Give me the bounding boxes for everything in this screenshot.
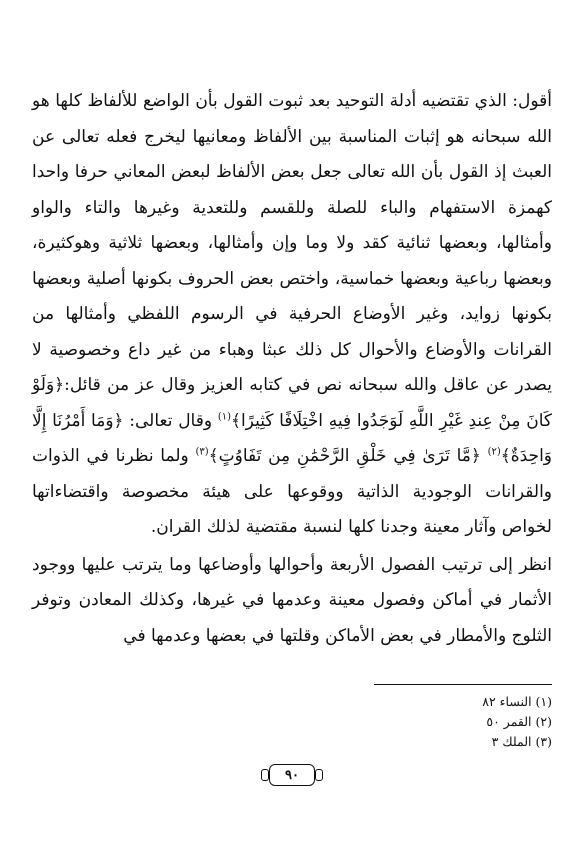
paragraph-1 bbox=[32, 84, 552, 546]
connector-text: وقال تعالى: bbox=[123, 410, 218, 431]
footnote-1: (١) النساء ٨٢ bbox=[482, 694, 552, 709]
footnote-separator bbox=[374, 684, 552, 685]
paragraph-1-continuation: ولما نظرنا في الذوات والقرانات الوجودية الذاتية ووقوعها على هيئة مخصوصة واقتضاءاتها لخواص وآثار معينة وجدنا كلها لنسبة مقتضية لذلك القران. bbox=[32, 446, 552, 537]
footnote-ref-1: (١) bbox=[217, 410, 231, 422]
footnotes bbox=[252, 692, 552, 752]
quran-verse-1: ﴿وَلَوْ كَانَ مِنْ عِندِ غَيْرِ اللَّهِ لَوَجَدُوا فِيهِ اخْتِلَافًا كَثِيرًا﴾ bbox=[32, 375, 552, 431]
paragraph-2: انظر إلى ترتيب الفصول الأربعة وأحوالها وأوضاعها وما يترتب عليها ووجود الأثمار في أماكن وفصول معينة وعدمها في غيرها، وكذلك المعادن وتوفر الثلوج والأمطار في بعض الأماكن وقلتها في بعضها وعدمها في bbox=[32, 554, 552, 646]
page-number-container bbox=[0, 764, 584, 786]
paragraph-1-text: أقول: الذي تقتضيه أدلة التوحيد بعد ثبوت القول بأن الواضع للألفاظ كلها هو الله سبحانه هو إثبات المناسبة بين الألفاظ ومعانيها ليخرج فعله تعالى عن العبث إذ القول بأن الله تعالى جعل بعض الألفاظ لبعض المعاني حرفا واحدا كهمزة الاستفهام والباء للصلة وللقسم وللتعدية وغيرها والتاء والواو وأمثالها، وبعضها ثنائية كقد ولا وما وإن وأمثالها، وبعضها ثلاثية وهوكثيرة، وبعضها رباعية وبعضها خماسية، واختص بعض الحروف بكونها أصلية وبعضها بكونها زوايد، وغير الأوضاع الحرفية في الرسوم اللفظي وأمثالها من القرانات والأوضاع والأحوال كل ذلك عبثا وهباء من غير داع وخصوصية لا يصدر عن عاقل والله سبحانه نص في كتابه العزيز وقال عز من قائل: bbox=[32, 91, 552, 395]
page-number: ٩٠ bbox=[269, 764, 315, 786]
page-body bbox=[32, 84, 552, 654]
quran-verse-3: ﴿مَّا تَرَىٰ فِي خَلْقِ الرَّحْمَٰنِ مِن تَفَاوُتٍ﴾ bbox=[208, 446, 481, 466]
quran-verse-2: ﴿وَمَا أَمْرُنَا إِلَّا وَاحِدَةٌ﴾ bbox=[32, 410, 552, 466]
footnote-2: (٢) القمر ٥٠ bbox=[486, 714, 552, 729]
footnote-3: (٣) الملك ٣ bbox=[491, 734, 552, 749]
footnote-ref-2: (٢) bbox=[487, 446, 501, 458]
footnote-ref-3: (٣) bbox=[195, 446, 209, 458]
